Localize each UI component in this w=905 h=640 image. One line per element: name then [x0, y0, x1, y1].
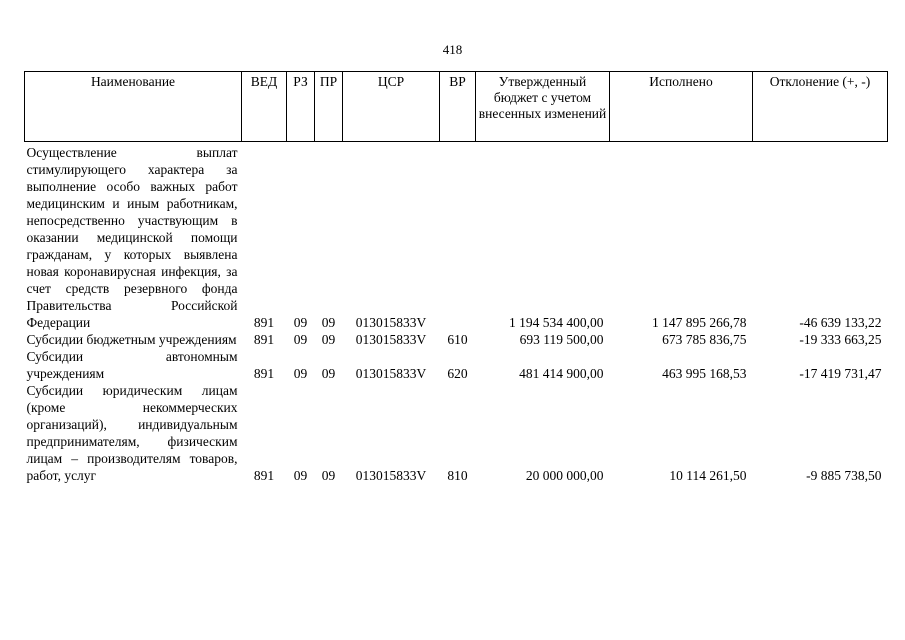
table-row	[25, 331, 888, 348]
row-ved: 891	[253, 332, 275, 347]
table-row	[25, 348, 888, 382]
row-executed: 673 785 836,75	[662, 332, 747, 347]
row-deviation: -19 333 663,25	[799, 332, 882, 347]
row-pr: 09	[321, 366, 336, 381]
row-name: Субсидии юридическим лицам (кроме некоммерческих организаций), индивидуальным предпринимателям, физическим лицам – производителям товаров, работ, услуг	[26, 383, 238, 483]
row-csr: 013015833V	[355, 468, 427, 483]
row-deviation: -46 639 133,22	[799, 315, 882, 330]
header-executed: Исполнено	[610, 72, 753, 142]
header-csr: ЦСР	[343, 72, 440, 142]
row-deviation: -17 419 731,47	[799, 366, 882, 381]
row-vr: 610	[447, 332, 468, 347]
row-name: Субсидии автономным учреждениям	[26, 349, 238, 381]
table-header-row	[25, 72, 888, 142]
row-executed: 463 995 168,53	[662, 366, 747, 381]
row-rz: 09	[293, 332, 308, 347]
row-approved: 481 414 900,00	[519, 366, 604, 381]
row-rz: 09	[293, 468, 308, 483]
page-number: 418	[442, 42, 463, 57]
row-approved: 1 194 534 400,00	[509, 315, 604, 330]
row-pr: 09	[321, 332, 336, 347]
row-name: Субсидии бюджетным учреждениям	[26, 332, 237, 347]
header-rz: РЗ	[287, 72, 315, 142]
row-name: Осуществление выплат стимулирующего характера за выполнение особо важных работ медицинским и иным работникам, непосредственно участвующим в оказании медицинской помощи гражданам, у которых выявлена новая коронавирусная инфекция, за счет средств резервного фонда Правительства Российской Федерации	[26, 145, 238, 330]
row-approved: 693 119 500,00	[519, 332, 604, 347]
header-name: Наименование	[25, 72, 242, 142]
budget-table	[24, 71, 888, 484]
header-deviation: Отклонение (+, -)	[753, 72, 888, 142]
header-approved-budget: Утвержденный бюджет с учетом внесенных изменений	[476, 72, 610, 142]
row-vr	[440, 142, 476, 332]
header-vr: ВР	[440, 72, 476, 142]
row-executed: 10 114 261,50	[669, 468, 747, 483]
row-ved: 891	[253, 366, 275, 381]
row-pr: 09	[321, 315, 336, 330]
table-row	[25, 142, 888, 332]
row-vr: 620	[447, 366, 468, 381]
header-pr: ПР	[315, 72, 343, 142]
row-pr: 09	[321, 468, 336, 483]
row-csr: 013015833V	[355, 332, 427, 347]
row-csr: 013015833V	[355, 315, 427, 330]
row-vr: 810	[447, 468, 468, 483]
row-rz: 09	[293, 366, 308, 381]
row-ved: 891	[253, 315, 275, 330]
row-executed: 1 147 895 266,78	[652, 315, 747, 330]
row-approved: 20 000 000,00	[525, 468, 604, 483]
row-ved: 891	[253, 468, 275, 483]
table-row	[25, 382, 888, 484]
row-csr: 013015833V	[355, 366, 427, 381]
header-ved: ВЕД	[242, 72, 287, 142]
row-deviation: -9 885 738,50	[806, 468, 882, 483]
row-rz: 09	[293, 315, 308, 330]
